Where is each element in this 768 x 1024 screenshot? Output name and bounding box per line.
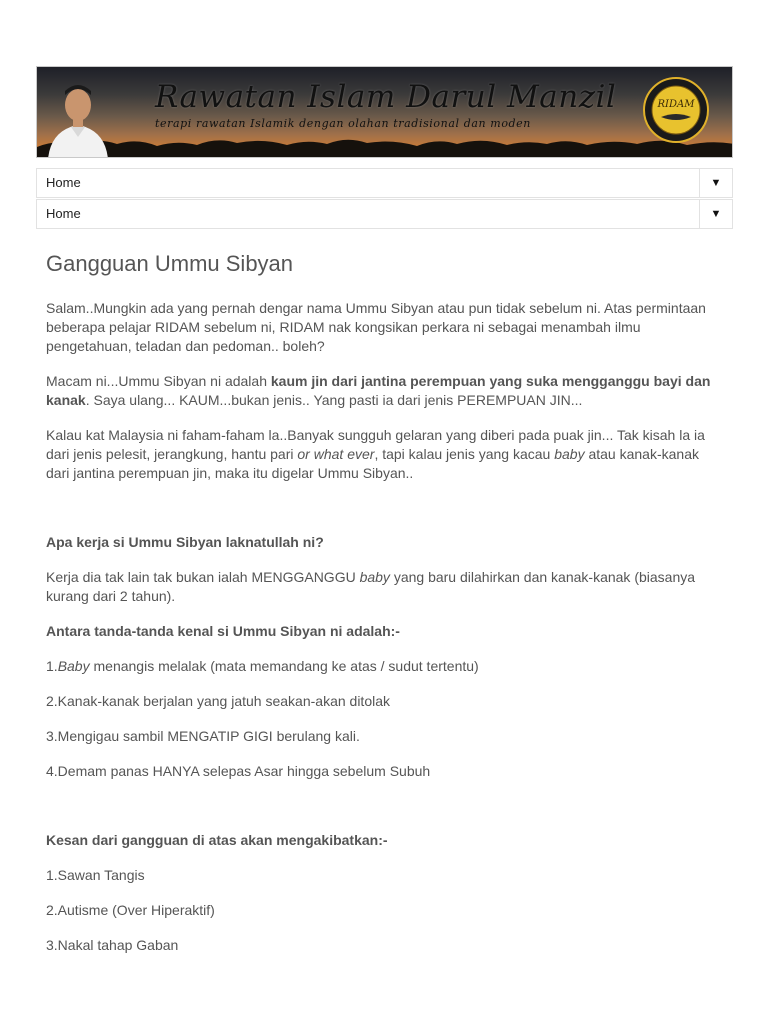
nav-home-link[interactable]: Home <box>46 175 81 190</box>
paragraph-malaysia: Kalau kat Malaysia ni faham-faham la..Banyak sungguh gelaran yang diberi pada puak jin... Tak kisah la ia dari jenis pelesit, jerangkung, hantu pari or what ever, tapi kalau jenis yang kacau baby atau kanak-kanak dari jantina perempuan jin, maka itu digelar Ummu Sibyan.. <box>46 427 705 481</box>
nav-home-link[interactable]: Home <box>46 206 81 221</box>
heading-kesan: Kesan dari gangguan di atas akan mengakibatkan:- <box>46 832 388 848</box>
ridam-logo <box>643 77 709 143</box>
caret-down-icon[interactable]: ▼ <box>699 169 732 197</box>
heading-kerja: Apa kerja si Ummu Sibyan laknatullah ni? <box>46 534 324 550</box>
svg-text:RIDAM: RIDAM <box>657 99 695 110</box>
nav-menu-secondary[interactable] <box>36 199 733 229</box>
list-item: 3.Mengigau sambil MENGATIP GIGI berulang kali. <box>46 728 360 744</box>
list-item: 2.Autisme (Over Hiperaktif) <box>46 902 215 918</box>
post-body <box>46 299 726 971</box>
list-item: 3.Nakal tahap Gaban <box>46 937 179 953</box>
heading-tanda: Antara tanda-tanda kenal si Ummu Sibyan ni adalah:- <box>46 623 400 639</box>
paragraph-intro: Salam..Mungkin ada yang pernah dengar nama Ummu Sibyan atau pun tidak sebelum ni. Atas permintaan beberapa pelajar RIDAM sebelum ni, RIDAM nak kongsikan perkara ni sebagai menambah ilmu pengetahuan, teladan dan pedoman.. boleh? <box>46 300 706 354</box>
site-header-banner[interactable] <box>36 66 733 158</box>
person-photo <box>43 75 113 158</box>
post-title: Gangguan Ummu Sibyan <box>46 251 294 276</box>
list-item: 4.Demam panas HANYA selepas Asar hingga sebelum Subuh <box>46 763 431 779</box>
paragraph-kerja: Kerja dia tak lain tak bukan ialah MENGGANGGU baby yang baru dilahirkan dan kanak-kanak (biasanya kurang dari 2 tahun). <box>46 569 696 604</box>
list-item: 2.Kanak-kanak berjalan yang jatuh seakan-akan ditolak <box>46 693 391 709</box>
caret-down-icon[interactable]: ▼ <box>699 200 732 228</box>
list-item: 1.Baby menangis melalak (mata memandang ke atas / sudut tertentu) <box>46 658 479 674</box>
list-item: 1.Sawan Tangis <box>46 867 145 883</box>
crowd-silhouette <box>37 135 733 157</box>
paragraph-definition: Macam ni...Ummu Sibyan ni adalah kaum jin dari jantina perempuan yang suka mengganggu bayi dan kanak. Saya ulang... KAUM...bukan jenis.. Yang pasti ia dari jenis PEREMPUAN JIN... <box>46 373 711 408</box>
site-tagline: terapi rawatan Islamik dengan olahan tradisional dan moden <box>155 117 531 130</box>
nav-menu-primary[interactable] <box>36 168 733 198</box>
site-title: Rawatan Islam Darul Manzil <box>155 79 617 115</box>
